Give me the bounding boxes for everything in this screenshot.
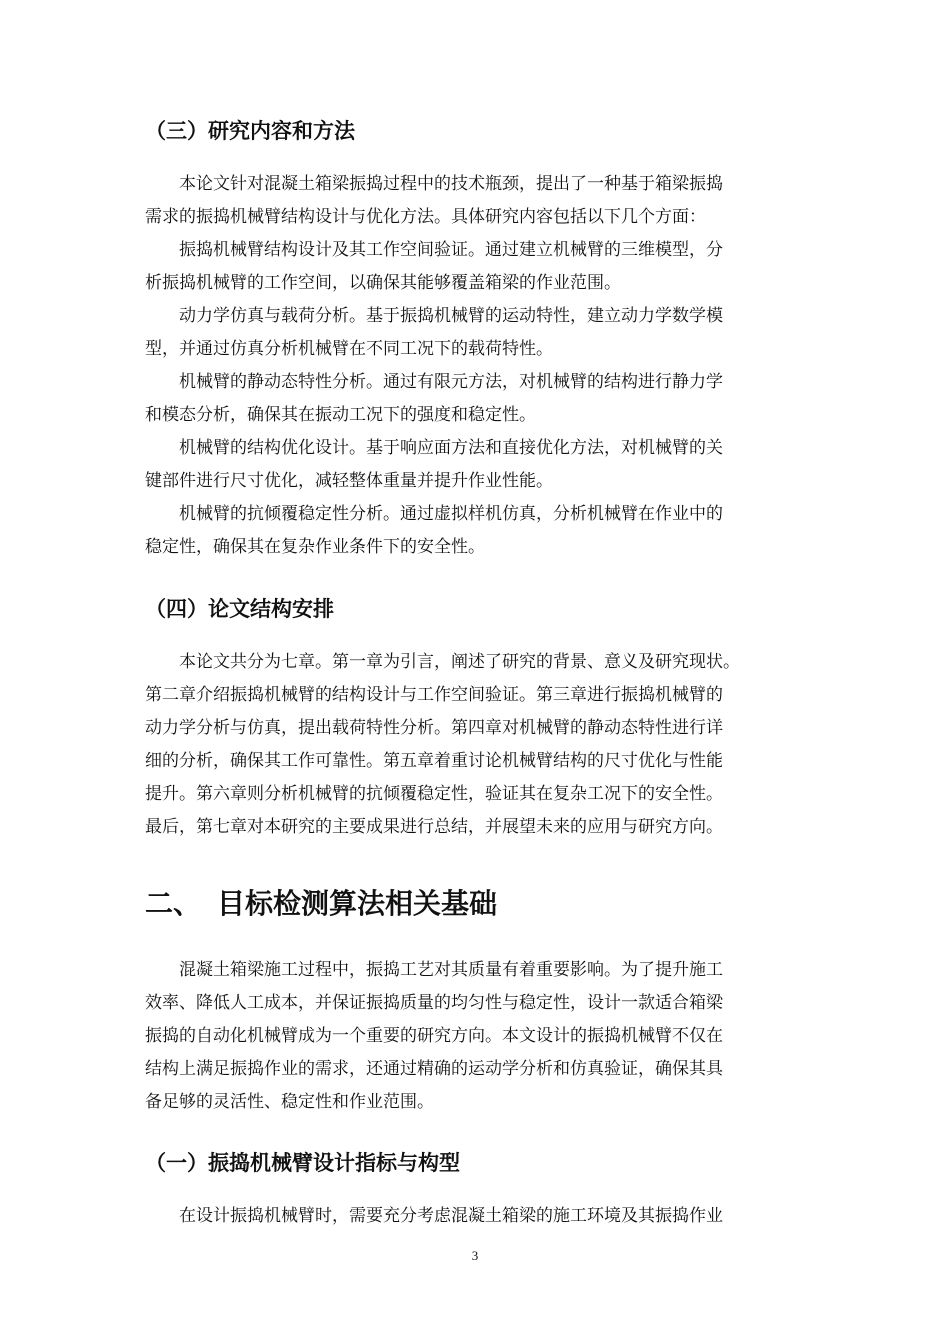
paragraph-line: 细的分析，确保其工作可靠性。第五章着重讨论机械臂结构的尺寸优化与性能 bbox=[145, 751, 723, 771]
paragraph-line: 动力学分析与仿真，提出载荷特性分析。第四章对机械臂的静动态特性进行详 bbox=[145, 718, 723, 738]
paragraph-line: 备足够的灵活性、稳定性和作业范围。 bbox=[145, 1092, 434, 1112]
paragraph-line: 需求的振捣机械臂结构设计与优化方法。具体研究内容包括以下几个方面： bbox=[145, 207, 706, 227]
paragraph-line: 和模态分析，确保其在振动工况下的强度和稳定性。 bbox=[145, 405, 536, 425]
chapter-title: 目标检测算法相关基础 bbox=[217, 887, 498, 920]
page-number: 3 bbox=[471, 1248, 479, 1263]
paragraph-line: 机械臂的抗倾覆稳定性分析。通过虚拟样机仿真，分析机械臂在作业中的 bbox=[179, 504, 723, 524]
paragraph-line: 型，并通过仿真分析机械臂在不同工况下的载荷特性。 bbox=[145, 339, 553, 359]
chapter-number: 二、 bbox=[145, 887, 202, 920]
paragraph-line: 键部件进行尺寸优化，减轻整体重量并提升作业性能。 bbox=[145, 471, 553, 491]
paragraph-line: 提升。第六章则分析机械臂的抗倾覆稳定性，验证其在复杂工况下的安全性。 bbox=[145, 784, 723, 804]
paragraph-line: 本论文共分为七章。第一章为引言，阐述了研究的背景、意义及研究现状。 bbox=[179, 652, 740, 672]
chapter-heading bbox=[145, 886, 497, 922]
paragraph-line: 在设计振捣机械臂时，需要充分考虑混凝土箱梁的施工环境及其振捣作业 bbox=[179, 1206, 723, 1226]
paragraph-line: 振捣的自动化机械臂成为一个重要的研究方向。本文设计的振捣机械臂不仅在 bbox=[145, 1026, 723, 1046]
paragraph-line: 结构上满足振捣作业的需求，还通过精确的运动学分析和仿真验证，确保其具 bbox=[145, 1059, 723, 1079]
section-heading-design-indicators: （一）振捣机械臂设计指标与构型 bbox=[145, 1151, 460, 1175]
paragraph-line: 动力学仿真与载荷分析。基于振捣机械臂的运动特性，建立动力学数学模 bbox=[179, 306, 723, 326]
section-heading-thesis-structure: （四）论文结构安排 bbox=[145, 597, 334, 621]
paragraph-line: 混凝土箱梁施工过程中，振捣工艺对其质量有着重要影响。为了提升施工 bbox=[179, 960, 723, 980]
paragraph-line: 振捣机械臂结构设计及其工作空间验证。通过建立机械臂的三维模型，分 bbox=[179, 240, 723, 260]
paragraph-line: 机械臂的静动态特性分析。通过有限元方法，对机械臂的结构进行静力学 bbox=[179, 372, 723, 392]
paragraph-line: 效率、降低人工成本，并保证振捣质量的均匀性与稳定性，设计一款适合箱梁 bbox=[145, 993, 723, 1013]
paragraph-line: 本论文针对混凝土箱梁振捣过程中的技术瓶颈，提出了一种基于箱梁振捣 bbox=[179, 174, 723, 194]
paragraph-line: 最后，第七章对本研究的主要成果进行总结，并展望未来的应用与研究方向。 bbox=[145, 817, 723, 837]
paragraph-line: 第二章介绍振捣机械臂的结构设计与工作空间验证。第三章进行振捣机械臂的 bbox=[145, 685, 723, 705]
paragraph-line: 稳定性，确保其在复杂作业条件下的安全性。 bbox=[145, 537, 485, 557]
paragraph-line: 析振捣机械臂的工作空间，以确保其能够覆盖箱梁的作业范围。 bbox=[145, 273, 621, 293]
section-heading-research-content: （三）研究内容和方法 bbox=[145, 119, 355, 143]
paragraph-line: 机械臂的结构优化设计。基于响应面方法和直接优化方法，对机械臂的关 bbox=[179, 438, 723, 458]
